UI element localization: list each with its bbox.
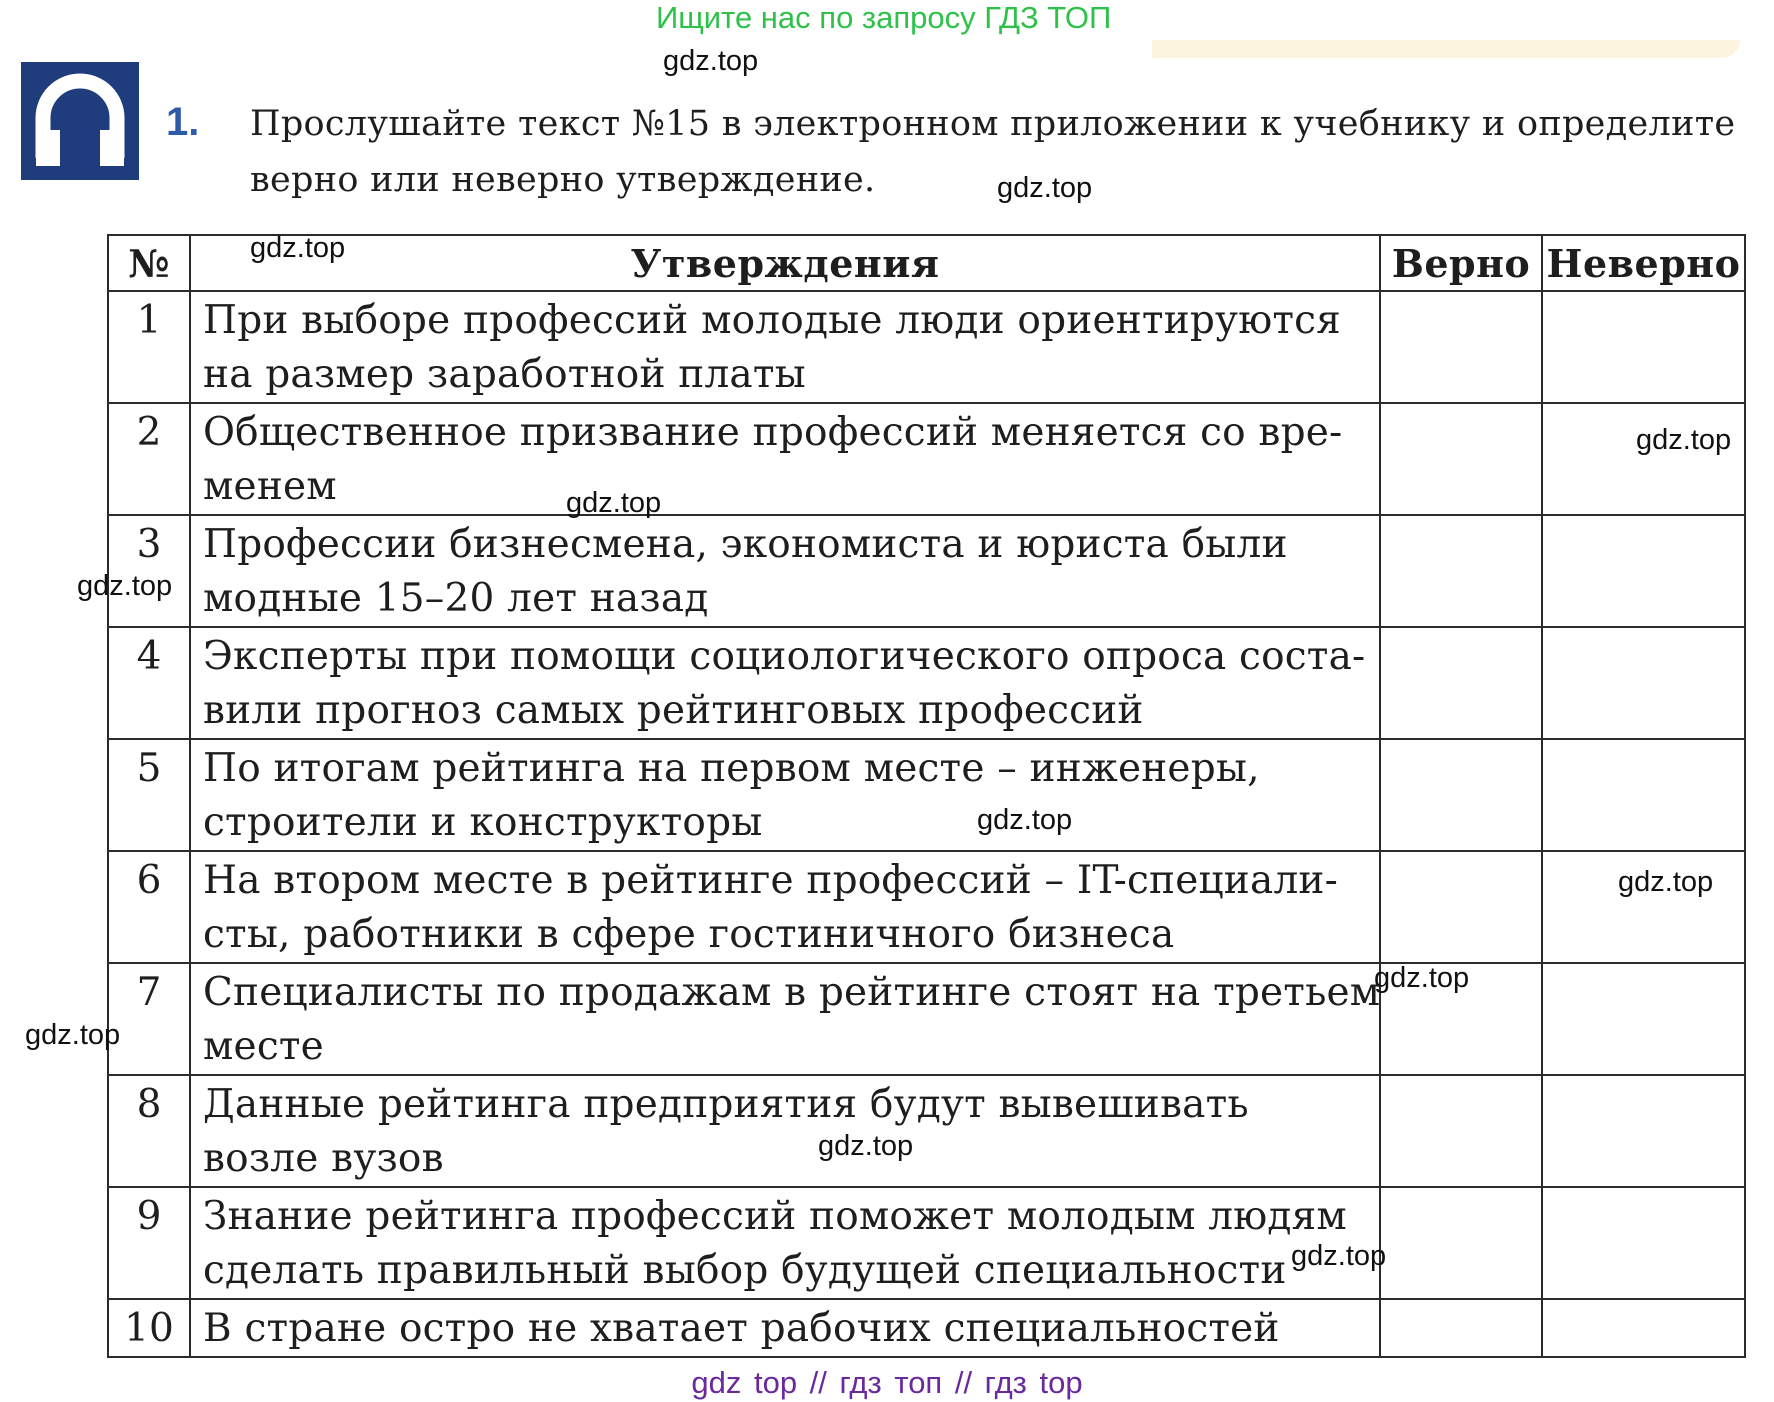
statements-table — [107, 234, 1746, 1358]
false-cell[interactable] — [1542, 739, 1745, 851]
row-number: 1 — [108, 291, 190, 403]
true-cell[interactable] — [1380, 627, 1542, 739]
true-cell[interactable] — [1380, 739, 1542, 851]
row-number: 3 — [108, 515, 190, 627]
statement-line: Специалисты по продажам в рейтинге стоят на третьем — [203, 970, 1381, 1015]
header-true: Верно — [1380, 235, 1542, 291]
row-statement — [190, 515, 1380, 627]
table-row — [108, 1299, 1745, 1357]
statement-line: вили прогноз самых рейтинговых профессий — [203, 688, 1144, 733]
true-cell[interactable] — [1380, 851, 1542, 963]
task-number: 1. — [166, 100, 200, 144]
statement-line: Знание рейтинга профессий поможет молодым людям — [203, 1194, 1347, 1239]
row-statement — [190, 963, 1380, 1075]
true-cell[interactable] — [1380, 403, 1542, 515]
statement-line: Эксперты при помощи социологического опроса соста- — [203, 634, 1366, 679]
true-cell[interactable] — [1380, 1075, 1542, 1187]
true-cell[interactable] — [1380, 1299, 1542, 1357]
watermark: gdz.top — [1618, 866, 1714, 898]
table-row — [108, 627, 1745, 739]
row-number: 10 — [108, 1299, 190, 1357]
statement-line: на размер заработной платы — [203, 352, 806, 397]
table-row — [108, 963, 1745, 1075]
table-row — [108, 1187, 1745, 1299]
false-cell[interactable] — [1542, 291, 1745, 403]
table-row — [108, 1075, 1745, 1187]
row-number: 8 — [108, 1075, 190, 1187]
statement-line: строители и конструкторы — [203, 800, 763, 845]
statement-line: Профессии бизнесмена, экономиста и юриста были — [203, 522, 1288, 567]
watermark: gdz.top — [663, 45, 759, 77]
table-row — [108, 515, 1745, 627]
statement-line: При выборе профессий молодые люди ориентируются — [203, 298, 1341, 343]
headphones-icon — [21, 62, 139, 180]
watermark: gdz.top — [977, 804, 1073, 836]
row-statement — [190, 739, 1380, 851]
false-cell[interactable] — [1542, 627, 1745, 739]
true-cell[interactable] — [1380, 515, 1542, 627]
false-cell[interactable] — [1542, 963, 1745, 1075]
statement-line: В стране остро не хватает рабочих специальностей — [203, 1306, 1280, 1351]
false-cell[interactable] — [1542, 1187, 1745, 1299]
statement-line: модные 15–20 лет назад — [203, 576, 709, 621]
row-statement — [190, 627, 1380, 739]
true-cell[interactable] — [1380, 1187, 1542, 1299]
table-row — [108, 291, 1745, 403]
watermark: gdz.top — [77, 570, 173, 602]
row-number: 5 — [108, 739, 190, 851]
false-cell[interactable] — [1542, 1075, 1745, 1187]
row-statement — [190, 1075, 1380, 1187]
row-statement — [190, 291, 1380, 403]
false-cell[interactable] — [1542, 1299, 1745, 1357]
task-text-line: верно или неверно утверждение. — [250, 160, 876, 200]
row-number: 2 — [108, 403, 190, 515]
row-number: 6 — [108, 851, 190, 963]
watermark: gdz.top — [250, 232, 346, 264]
table-row — [108, 851, 1745, 963]
table-row — [108, 739, 1745, 851]
true-cell[interactable] — [1380, 291, 1542, 403]
promo-text: Ищите нас по запросу ГДЗ ТОП — [656, 0, 1112, 35]
watermark: gdz.top — [1374, 962, 1470, 994]
watermark: gdz.top — [1636, 424, 1732, 456]
statement-line: сты, работники в сфере гостиничного бизнеса — [203, 912, 1175, 957]
statement-line: По итогам рейтинга на первом месте – инженеры, — [203, 746, 1260, 791]
statement-line: Данные рейтинга предприятия будут вывешивать — [203, 1082, 1249, 1127]
row-statement — [190, 1299, 1380, 1357]
watermark: gdz.top — [1291, 1240, 1387, 1272]
header-num: № — [108, 235, 190, 291]
watermark: gdz.top — [566, 487, 662, 519]
statement-line: месте — [203, 1024, 324, 1069]
row-statement — [190, 1187, 1380, 1299]
watermark: gdz.top — [997, 172, 1093, 204]
row-statement — [190, 403, 1380, 515]
statement-line: сделать правильный выбор будущей специальности — [203, 1248, 1287, 1293]
table-row — [108, 403, 1745, 515]
table-header-row — [108, 235, 1745, 291]
decorative-bar — [1152, 40, 1740, 58]
row-statement — [190, 851, 1380, 963]
statement-line: возле вузов — [203, 1136, 444, 1181]
task-text-line: Прослушайте текст №15 в электронном приложении к учебнику и определите — [250, 104, 1736, 144]
watermark: gdz.top — [818, 1130, 914, 1162]
row-number: 4 — [108, 627, 190, 739]
footer-watermark: gdz top // гдз топ // гдз top — [691, 1365, 1083, 1400]
watermark: gdz.top — [25, 1019, 121, 1051]
row-number: 7 — [108, 963, 190, 1075]
header-statement: Утверждения — [190, 235, 1380, 291]
statement-line: Общественное призвание профессий меняется со вре- — [203, 410, 1343, 455]
statement-line: На втором месте в рейтинге профессий – IT-специали- — [203, 858, 1338, 903]
statement-line: менем — [203, 464, 337, 509]
header-false: Неверно — [1542, 235, 1745, 291]
false-cell[interactable] — [1542, 515, 1745, 627]
false-cell[interactable] — [1542, 403, 1745, 515]
row-number: 9 — [108, 1187, 190, 1299]
